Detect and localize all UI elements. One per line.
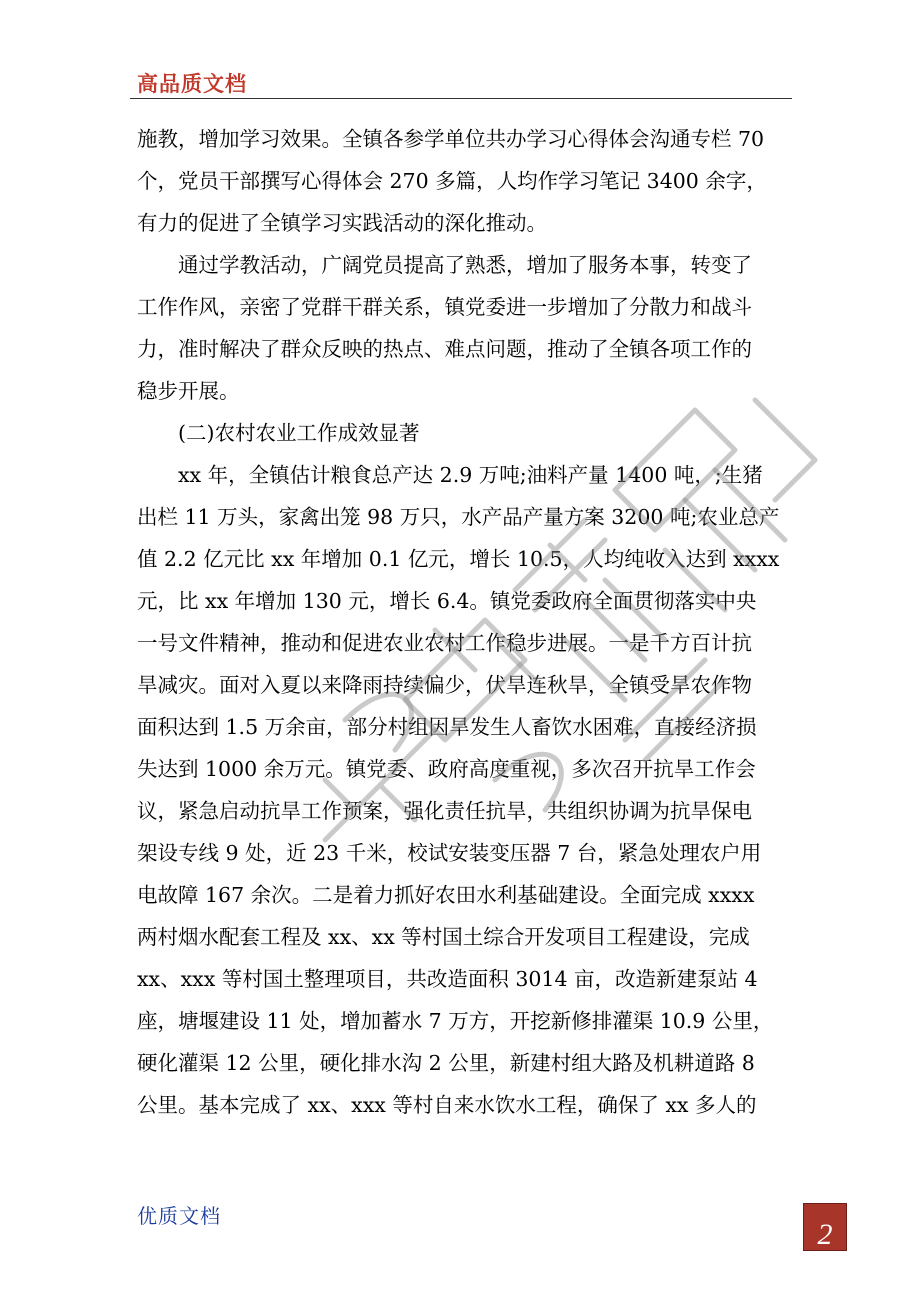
body-line: 座，塘堰建设 11 处，增加蓄水 7 万方，开挖新修排灌渠 10.9 公里， (137, 1009, 774, 1033)
body-line: 元，比 xx 年增加 130 元，增长 6.4。镇党委政府全面贯彻落实中央 (137, 589, 757, 613)
body-line: 面积达到 1.5 万余亩，部分村组因旱发生人畜饮水困难，直接经济损 (137, 715, 757, 739)
footer-title: 优质文档 (137, 1204, 221, 1228)
body-line: 工作作风，亲密了党群干群关系，镇党委进一步增加了分散力和战斗 (137, 295, 752, 319)
page-number-badge: 2 (803, 1203, 847, 1251)
body-line: 旱减灾。面对入夏以来降雨持续偏少，伏旱连秋旱，全镇受旱农作物 (137, 673, 752, 697)
body-line: xx、xxx 等村国土整理项目，共改造面积 3014 亩，改造新建泵站 4 (137, 967, 758, 991)
body-line: 稳步开展。 (137, 379, 240, 403)
body-line: 施教，增加学习效果。全镇各参学单位共办学习心得体会沟通专栏 70 (137, 127, 765, 151)
header-title: 高品质文档 (137, 72, 247, 96)
body-line: 硬化灌渠 12 公里，硬化排水沟 2 公里，新建村组大路及机耕道路 8 (137, 1051, 755, 1075)
body-line: xx 年，全镇估计粮食总产达 2.9 万吨;油料产量 1400 吨，;生猪 (137, 463, 763, 487)
body-line: 电故障 167 余次。二是着力抓好农田水利基础建设。全面完成 xxxx (137, 883, 755, 907)
body-line: 公里。基本完成了 xx、xxx 等村自来水饮水工程，确保了 xx 多人的 (137, 1093, 757, 1117)
body-line: 通过学教活动，广阔党员提高了熟悉，增加了服务本事，转变了 (137, 253, 752, 277)
body-line: 个，党员干部撰写心得体会 270 多篇，人均作学习笔记 3400 余字， (137, 169, 767, 193)
body-line: 两村烟水配套工程及 xx、xx 等村国土综合开发项目工程建设，完成 (137, 925, 750, 949)
body-line: 失达到 1000 余万元。镇党委、政府高度重视，多次召开抗旱工作会 (137, 757, 756, 781)
body-line: 有力的促进了全镇学习实践活动的深化推动。 (137, 211, 547, 235)
section-heading: (二)农村农业工作成效显著 (137, 421, 420, 445)
document-body (137, 118, 797, 1126)
header-divider (130, 98, 792, 99)
body-line: 一号文件精神，推动和促进农业农村工作稳步进展。一是千方百计抗 (137, 631, 752, 655)
body-line: 力，准时解决了群众反映的热点、难点问题，推动了全镇各项工作的 (137, 337, 752, 361)
body-line: 出栏 11 万头，家禽出笼 98 万只，水产品产量方案 3200 吨;农业总产 (137, 505, 780, 529)
body-line: 架设专线 9 处，近 23 千米，校试安装变压器 7 台，紧急处理农户用 (137, 841, 762, 865)
body-line: 值 2.2 亿元比 xx 年增加 0.1 亿元，增长 10.5，人均纯收入达到 xxxx (137, 547, 780, 571)
body-line: 议，紧急启动抗旱工作预案，强化责任抗旱，共组织协调为抗旱保电 (137, 799, 752, 823)
